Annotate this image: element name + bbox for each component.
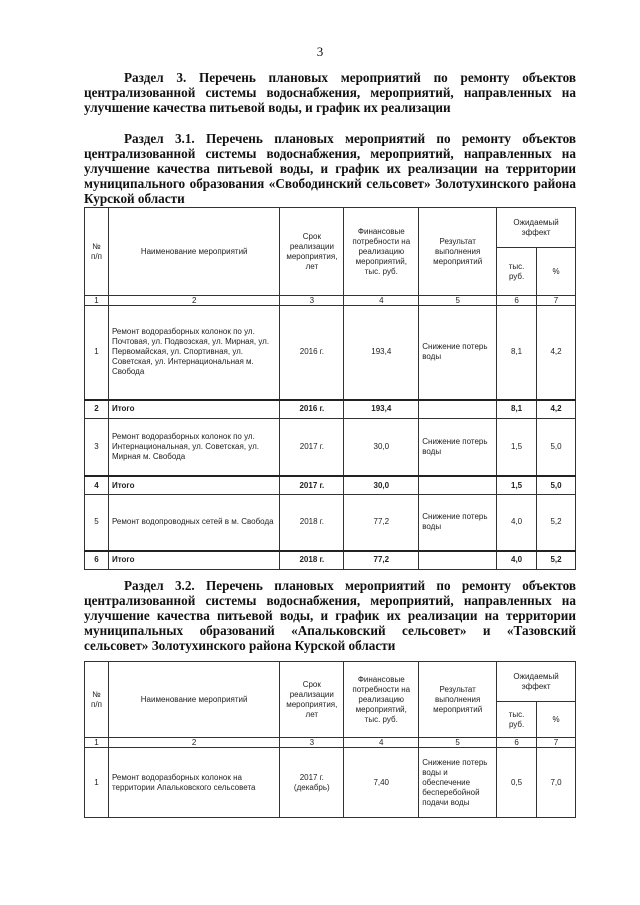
cell-num: 1 (85, 748, 109, 818)
cell-name: Итого (108, 551, 279, 570)
cell-name: Ремонт водоразборных колонок на территории Апальковского сельсовета (108, 748, 279, 818)
column-number-row (85, 738, 576, 748)
cell-result: Снижение потерь воды (419, 306, 497, 400)
col-number: 3 (280, 296, 344, 306)
section-3-1-table (84, 207, 576, 570)
cell-name: Ремонт водоразборных колонок по ул. Интернациональная, ул. Советская, ул. Мирная м. Свобода (108, 418, 279, 476)
cell-rub: 1,5 (497, 476, 537, 495)
table-total-row (85, 551, 576, 570)
header-effect-pct: % (537, 248, 576, 296)
col-number: 1 (85, 738, 109, 748)
cell-result (419, 400, 497, 419)
cell-term: 2016 г. (280, 306, 344, 400)
table-row (85, 418, 576, 476)
header-result: Результат выполнения мероприятий (419, 208, 497, 296)
cell-term: 2016 г. (280, 400, 344, 419)
cell-result: Снижение потерь воды и обеспечение бесперебойной подачи воды (419, 748, 497, 818)
cell-num: 2 (85, 400, 109, 419)
table-row (85, 306, 576, 400)
col-number: 2 (108, 738, 279, 748)
table-row (85, 495, 576, 551)
page-number: 3 (316, 44, 324, 59)
col-number: 3 (280, 738, 344, 748)
cell-pct: 5,0 (537, 418, 576, 476)
cell-rub: 4,0 (497, 495, 537, 551)
header-num: № п/п (85, 662, 109, 738)
cell-finance: 77,2 (344, 495, 419, 551)
col-number: 4 (344, 296, 419, 306)
cell-num: 4 (85, 476, 109, 495)
table-header-row (85, 208, 576, 248)
col-number: 5 (419, 296, 497, 306)
cell-finance: 193,4 (344, 306, 419, 400)
cell-name: Ремонт водопроводных сетей в м. Свобода (108, 495, 279, 551)
cell-name: Итого (108, 400, 279, 419)
cell-term: 2017 г. (280, 418, 344, 476)
table-total-row (85, 400, 576, 419)
table-row (85, 748, 576, 818)
header-result: Результат выполнения мероприятий (419, 662, 497, 738)
cell-result: Снижение потерь воды (419, 418, 497, 476)
section-3-1-title: Раздел 3.1. Перечень плановых мероприятий по ремонту объектов централизованной системы водоснабжения, мероприятий, направленных на улучшение качества питьевой воды, и график их реализации на территории муниципального образования «Свободинский сельсовет» Золотухинского района Курской области (84, 131, 576, 206)
cell-finance: 30,0 (344, 476, 419, 495)
cell-num: 3 (85, 418, 109, 476)
header-effect-pct: % (537, 702, 576, 738)
cell-rub: 8,1 (497, 400, 537, 419)
cell-rub: 1,5 (497, 418, 537, 476)
header-term: Срок реализации мероприятия, лет (280, 208, 344, 296)
section-3-2-table (84, 661, 576, 818)
col-number: 5 (419, 738, 497, 748)
cell-rub: 0,5 (497, 748, 537, 818)
cell-rub: 8,1 (497, 306, 537, 400)
cell-num: 1 (85, 306, 109, 400)
col-number: 6 (497, 296, 537, 306)
cell-pct: 5,0 (537, 476, 576, 495)
cell-pct: 4,2 (537, 400, 576, 419)
header-term: Срок реализации мероприятия, лет (280, 662, 344, 738)
col-number: 7 (537, 296, 576, 306)
cell-term: 2017 г. (декабрь) (280, 748, 344, 818)
cell-name: Итого (108, 476, 279, 495)
cell-term: 2018 г. (280, 495, 344, 551)
header-name: Наименование мероприятий (108, 208, 279, 296)
cell-finance: 193,4 (344, 400, 419, 419)
cell-pct: 7,0 (537, 748, 576, 818)
header-effect-rub: тыс. руб. (497, 248, 537, 296)
col-number: 1 (85, 296, 109, 306)
cell-result: Снижение потерь воды (419, 495, 497, 551)
header-num: № п/п (85, 208, 109, 296)
header-effect-rub: тыс. руб. (497, 702, 537, 738)
cell-finance: 7,40 (344, 748, 419, 818)
section-3-2-title: Раздел 3.2. Перечень плановых мероприятий по ремонту объектов централизованной системы водоснабжения, мероприятий, направленных на улучшение качества питьевой воды, и график их реализации на территории муниципальных образований «Апальковский сельсовет» и «Тазовский сельсовет» Золотухинского района Курской области (84, 578, 576, 653)
col-number: 4 (344, 738, 419, 748)
cell-pct: 5,2 (537, 551, 576, 570)
cell-num: 6 (85, 551, 109, 570)
table-header-row (85, 662, 576, 702)
cell-term: 2018 г. (280, 551, 344, 570)
header-effect: Ожидаемый эффект (497, 662, 576, 702)
cell-term: 2017 г. (280, 476, 344, 495)
header-finance: Финансовые потребности на реализацию мероприятий, тыс. руб. (344, 208, 419, 296)
col-number: 7 (537, 738, 576, 748)
cell-finance: 30,0 (344, 418, 419, 476)
col-number: 2 (108, 296, 279, 306)
header-finance: Финансовые потребности на реализацию мероприятий, тыс. руб. (344, 662, 419, 738)
header-name: Наименование мероприятий (108, 662, 279, 738)
table-total-row (85, 476, 576, 495)
section-3-title: Раздел 3. Перечень плановых мероприятий по ремонту объектов централизованной системы водоснабжения, мероприятий, направленных на улучшение качества питьевой воды, и график их реализации (84, 70, 576, 115)
cell-rub: 4,0 (497, 551, 537, 570)
cell-result (419, 476, 497, 495)
col-number: 6 (497, 738, 537, 748)
cell-finance: 77,2 (344, 551, 419, 570)
cell-result (419, 551, 497, 570)
cell-pct: 4,2 (537, 306, 576, 400)
cell-name: Ремонт водоразборных колонок по ул. Почтовая, ул. Подвозская, ул. Мирная, ул. Первомайская, ул. Спортивная, ул. Советская, ул. Интернациональная м. Свобода (108, 306, 279, 400)
cell-pct: 5,2 (537, 495, 576, 551)
header-effect: Ожидаемый эффект (497, 208, 576, 248)
column-number-row (85, 296, 576, 306)
cell-num: 5 (85, 495, 109, 551)
